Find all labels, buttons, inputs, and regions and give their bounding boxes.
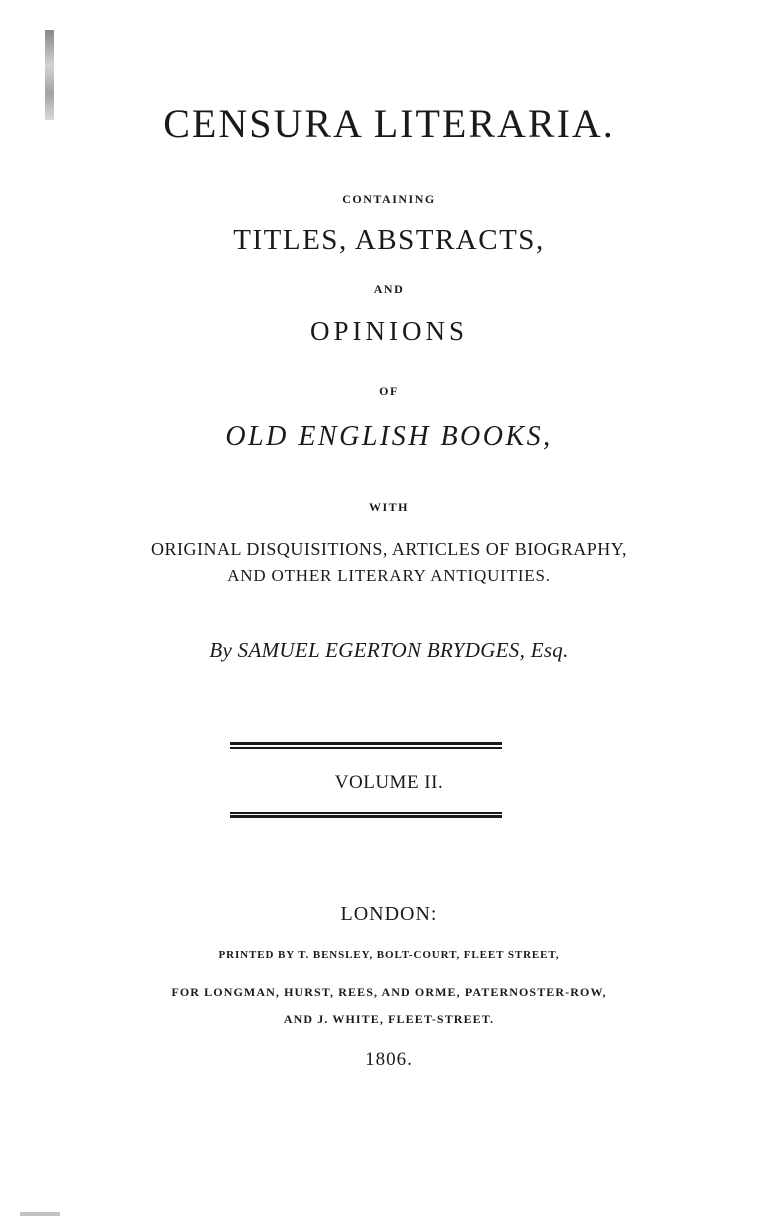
of-label: OF bbox=[379, 384, 399, 398]
author-line: By SAMUEL EGERTON BRYDGES, Esq. bbox=[209, 638, 569, 662]
printer-line: PRINTED BY T. BENSLEY, BOLT-COURT, FLEET STREET, bbox=[218, 949, 560, 961]
scan-bottom-mark bbox=[20, 1212, 60, 1216]
rule-thin-line bbox=[230, 747, 502, 749]
original-disquisitions-line: ORIGINAL DISQUISITIONS, ARTICLES OF BIOGRAPHY, bbox=[151, 539, 627, 559]
publishers-line: FOR LONGMAN, HURST, REES, AND ORME, PATERNOSTER-ROW, bbox=[171, 985, 607, 999]
opinions-line: OPINIONS bbox=[309, 316, 468, 346]
double-rule-top bbox=[230, 742, 502, 750]
rule-thin-line bbox=[230, 812, 502, 814]
rule-thick-line bbox=[230, 742, 502, 745]
double-rule-bottom bbox=[230, 812, 502, 820]
and-label: AND bbox=[373, 282, 405, 296]
rule-thick-line bbox=[230, 815, 502, 818]
volume-label: VOLUME II. bbox=[334, 772, 444, 793]
imprint-place: LONDON: bbox=[340, 903, 438, 925]
book-title: CENSURA LITERARIA. bbox=[163, 101, 615, 146]
imprint-year: 1806. bbox=[365, 1049, 413, 1070]
bookseller-line: AND J. WHITE, FLEET-STREET. bbox=[283, 1012, 495, 1026]
old-english-books-line: OLD ENGLISH BOOKS, bbox=[225, 421, 553, 452]
containing-label: CONTAINING bbox=[342, 192, 436, 206]
literary-antiquities-line: AND OTHER LITERARY ANTIQUITIES. bbox=[227, 566, 551, 585]
with-label: WITH bbox=[368, 500, 409, 514]
titles-abstracts-line: TITLES, ABSTRACTS, bbox=[233, 224, 545, 256]
